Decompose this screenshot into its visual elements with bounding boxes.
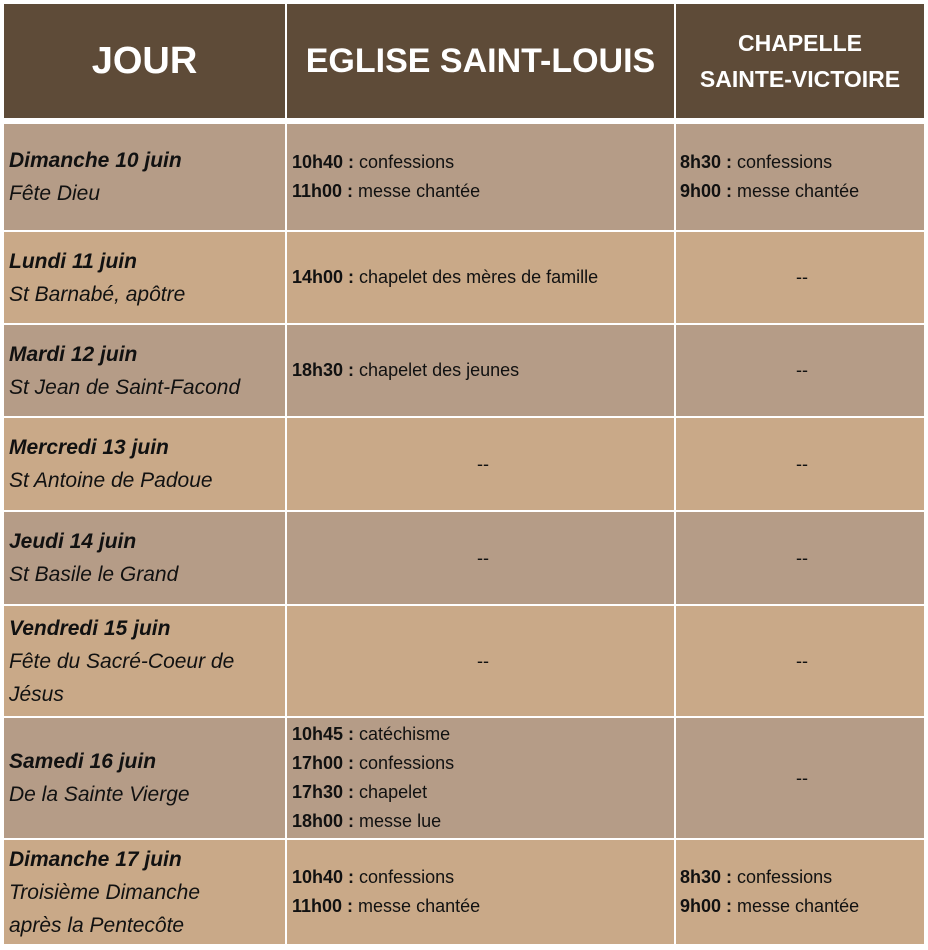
chapelle-event-time: 8h30 : [680, 152, 738, 172]
eglise-event-label: messe lue [359, 811, 442, 831]
feast-name: Fête du Sacré-Coeur de [9, 649, 235, 673]
chapelle-event-label: confessions [737, 867, 833, 887]
eglise-event [292, 177, 674, 206]
chapelle-cell [676, 418, 924, 510]
eglise-cell [287, 512, 676, 604]
header-jour [4, 4, 287, 118]
chapelle-event-time: 9h00 : [680, 181, 738, 201]
eglise-event-time: 10h40 : [292, 152, 360, 172]
day-name: Samedi 16 juin [9, 750, 157, 773]
chapelle-event-label: confessions [737, 152, 833, 172]
header-chapelle [676, 4, 924, 118]
eglise-cell [287, 606, 676, 716]
eglise-event [292, 720, 674, 749]
eglise-event [292, 807, 674, 836]
feast-name: après la Pentecôte [9, 913, 185, 937]
eglise-event-time: 14h00 : [292, 267, 360, 287]
table-row [4, 510, 924, 604]
eglise-event [292, 749, 674, 778]
chapelle-cell [676, 606, 924, 716]
eglise-event-label: chapelet [359, 782, 428, 802]
eglise-event [292, 263, 674, 292]
feast-name: Troisième Dimanche [9, 880, 200, 904]
chapelle-event-label: messe chantée [737, 896, 860, 916]
eglise-event-label: confessions [359, 867, 455, 887]
feast-name: St Antoine de Padoue [9, 469, 213, 492]
chapelle-empty-dash: -- [796, 767, 808, 788]
eglise-cell [287, 325, 676, 416]
table-body [4, 124, 924, 944]
eglise-event-time: 10h40 : [292, 867, 360, 887]
eglise-cell [287, 232, 676, 323]
table-row [4, 416, 924, 510]
chapelle-event-label: messe chantée [737, 181, 860, 201]
eglise-empty-dash: -- [477, 547, 489, 568]
chapelle-event [680, 892, 924, 921]
chapelle-cell [676, 512, 924, 604]
chapelle-empty-dash: -- [796, 547, 808, 568]
day-name: Vendredi 15 juin [9, 616, 171, 640]
table-row [4, 838, 924, 944]
eglise-event-label: messe chantée [358, 181, 481, 201]
day-name: Mardi 12 juin [9, 342, 138, 366]
eglise-cell [287, 124, 676, 230]
day-cell [4, 325, 287, 416]
chapelle-cell [676, 325, 924, 416]
eglise-event-label: catéchisme [359, 724, 451, 744]
day-name: Lundi 11 juin [9, 249, 137, 273]
header-chapelle-line2: SAINTE-VICTOIRE [699, 66, 901, 92]
feast-name: St Barnabé, apôtre [9, 282, 186, 306]
eglise-event-time: 17h30 : [292, 782, 360, 802]
day-cell [4, 840, 287, 944]
table-header [4, 4, 924, 118]
table-row [4, 230, 924, 323]
day-cell [4, 124, 287, 230]
day-name: Dimanche 10 juin [9, 149, 182, 172]
eglise-event-time: 17h00 : [292, 753, 360, 773]
chapelle-cell [676, 232, 924, 323]
header-chapelle-line1: CHAPELLE [738, 30, 862, 56]
day-name: Jeudi 14 juin [9, 530, 137, 553]
day-cell [4, 606, 287, 716]
feast-name: St Jean de Saint-Facond [9, 375, 241, 399]
day-name: Dimanche 17 juin [9, 847, 182, 871]
eglise-event [292, 148, 674, 177]
day-cell [4, 232, 287, 323]
eglise-event-label: confessions [359, 753, 455, 773]
feast-name: De la Sainte Vierge [9, 783, 190, 806]
day-cell [4, 512, 287, 604]
table-row [4, 716, 924, 838]
eglise-event-time: 18h00 : [292, 811, 360, 831]
chapelle-cell [676, 840, 924, 944]
chapelle-event [680, 148, 924, 177]
chapelle-event-time: 9h00 : [680, 896, 738, 916]
header-eglise-label: EGLISE SAINT-LOUIS [305, 41, 656, 80]
feast-name: Jésus [9, 682, 64, 706]
eglise-event-label: messe chantée [358, 896, 481, 916]
chapelle-event-time: 8h30 : [680, 867, 738, 887]
chapelle-empty-dash: -- [796, 360, 808, 380]
day-cell [4, 418, 287, 510]
eglise-cell [287, 718, 676, 838]
table-row [4, 323, 924, 416]
eglise-cell [287, 418, 676, 510]
eglise-empty-dash: -- [477, 650, 489, 671]
eglise-event-time: 10h45 : [292, 724, 360, 744]
chapelle-empty-dash: -- [796, 650, 808, 671]
header-eglise [287, 4, 676, 118]
header-jour-label: JOUR [91, 39, 198, 82]
table-row [4, 124, 924, 230]
eglise-cell [287, 840, 676, 944]
chapelle-event [680, 177, 924, 206]
schedule-table [4, 4, 924, 944]
eglise-event [292, 863, 674, 892]
chapelle-cell [676, 718, 924, 838]
eglise-event [292, 356, 674, 385]
eglise-event [292, 892, 674, 921]
eglise-event-label: chapelet des jeunes [359, 360, 520, 380]
chapelle-cell [676, 124, 924, 230]
eglise-event-label: chapelet des mères de famille [359, 267, 599, 287]
chapelle-empty-dash: -- [796, 267, 808, 287]
eglise-event-time: 11h00 : [292, 896, 359, 916]
eglise-event-time: 18h30 : [292, 360, 360, 380]
chapelle-empty-dash: -- [796, 453, 808, 474]
day-cell [4, 718, 287, 838]
eglise-empty-dash: -- [477, 453, 489, 474]
table-row [4, 604, 924, 716]
chapelle-event [680, 863, 924, 892]
eglise-event-time: 11h00 : [292, 181, 359, 201]
feast-name: Fête Dieu [9, 182, 101, 205]
day-name: Mercredi 13 juin [9, 436, 169, 459]
feast-name: St Basile le Grand [9, 563, 179, 586]
eglise-event [292, 778, 674, 807]
eglise-event-label: confessions [359, 152, 455, 172]
